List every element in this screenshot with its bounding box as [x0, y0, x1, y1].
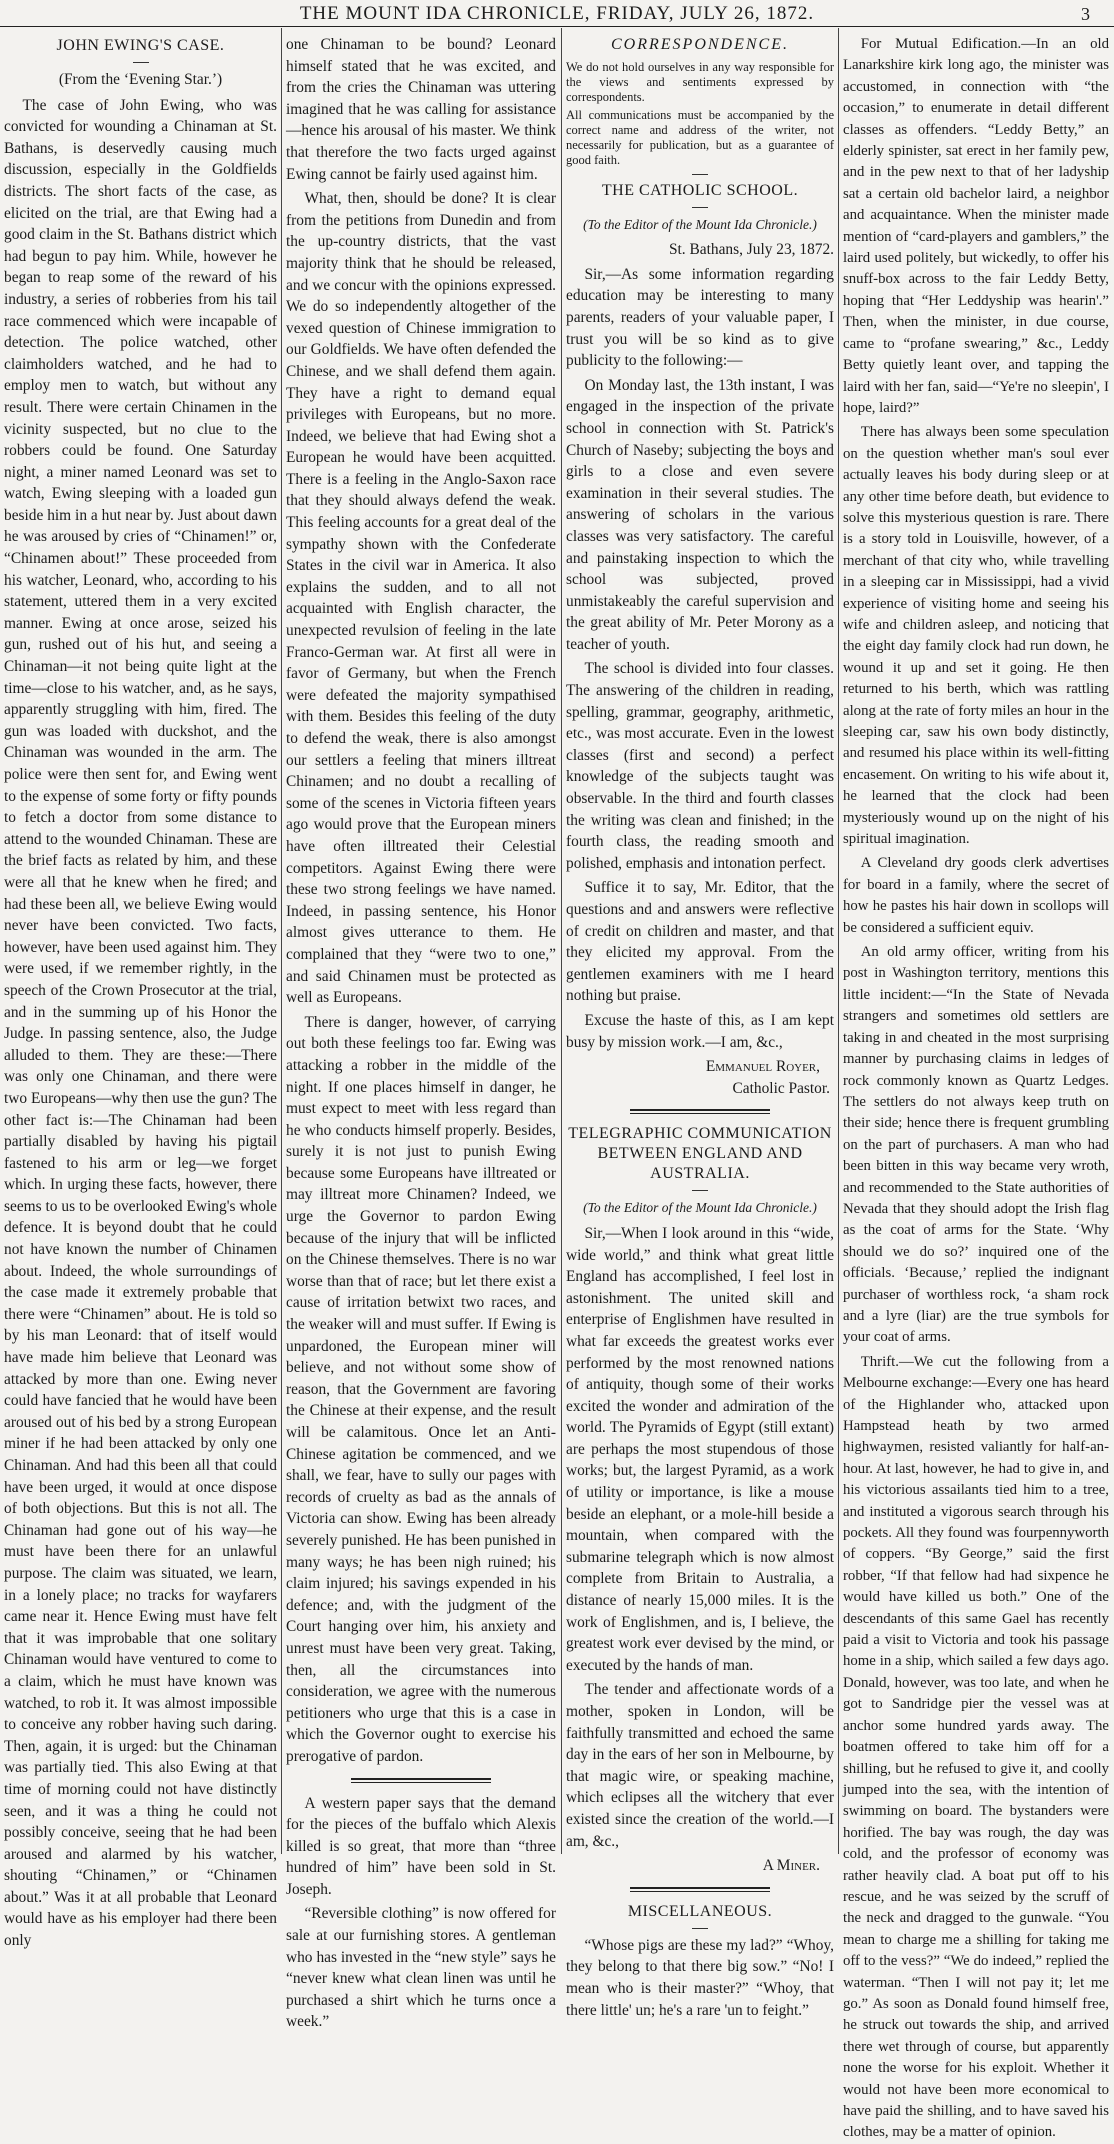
column-rule	[838, 28, 839, 1854]
letter-paragraph: Sir,—As some information regarding education may be interesting to many parents, readers of your valuable paper, I trust you will be so kind as to give publicity to the following:—	[566, 265, 834, 370]
divider	[351, 1778, 491, 1783]
article-paragraph: What, then, should be done? It is clear from the petitions from Dunedin and from the up-country districts, that the vast majority think that he should be released, and we concur with the opinions expressed. We do so independently altogether of the vexed question of Chinese immigration to our Goldfields. We have often defended the Chinese, and we shall defend them again. They have a right to demand equal privileges with Europeans, but no more. Indeed, we believe that had Ewing shot a European he would have been acquitted. There is a feeling in the Anglo-Saxon race that they should always defend the weak. This feeling accounts for a great deal of the sympathy shown with the Confederate States in the civil war in America. It also explains the sudden, and to all not acquainted with English character, the unexpected revulsion of feeling in the late Franco-German war. At first all were in favor of Germany, but when the French were defeated the majority sympathised with them. Besides this feeling of the duty to defend the weak, there is also amongst our settlers a feeling that miners illtreat Chinamen; and no doubt a recalling of some of the scenes in Victoria fifteen years ago would prove that the European miners have often illtreated their Celestial competitors. Against Ewing there were these two strong feelings we have named. Indeed, in passing sentence, his Honor almost gives utterance to them. He complained that they “were two to one,” and said Chinamen must be protected as well as Europeans.	[286, 190, 556, 1007]
article-paragraph: There is danger, however, of carrying out both these feelings too far. Ewing was attacking a robber in the middle of the night. If one places himself in danger, he must expect to meet with less regard than he who conducts himself properly. Besides, surely it is not just to punish Ewing because some Europeans have illtreated or may illtreat more Chinamen? Indeed, we urge the Governor to pardon Ewing because of the injury that will be inflicted on the Chinese themselves. There is no war worse than that of race; but let there exist a cause of irritation betwixt two races, and the weaker will and must suffer. If Ewing is unpardoned, the European miner will believe, and not without some show of reason, that the Government are favoring the Chinese at their expense, and the result will be calamitous. Once let an Anti-Chinese agitation be commenced, and we shall, we fear, have to sully our pages with records of cruelty as bad as the annals of Victoria can show. Ewing has been already severely punished. He has been punished in many ways; he has been nigh ruined; his claim injured; his savings expended in his defence; and, with the judgment of the Court hanging over him, his anxiety and unrest must have been very great. Taking, then, all the circumstances into consideration, we agree with the numerous petitioners who urge that this is a case in which the Governor ought to exercise his prerogative of pardon.	[286, 1013, 556, 1765]
masthead-title: THE MOUNT IDA CHRONICLE, FRIDAY, JULY 26, 1872.	[299, 3, 815, 24]
article-heading-ewing: JOHN EWING'S CASE.	[56, 37, 225, 54]
column-3	[566, 34, 834, 2019]
divider	[692, 1190, 708, 1191]
column-1	[4, 34, 277, 1950]
to-editor-line: (To the Editor of the Mount Ida Chronicle.)	[583, 1200, 817, 1216]
misc-item: There has always been some speculation on the question whether man's soul ever actually leaves his body during sleep or at any other time before death, but evidence to solve this mysterious question is rare. There is a story told in Louisville, however, of a merchant of that city who, while travelling in a sleeping car in Mississippi, had a vivid experience of visiting home and seeing his wife and children asleep, and noticing that the eight day family clock had run down, he wound it up and set it going. He then returned to his berth, which was rattling along at the rate of forty miles an hour in the sleeping car, saw his own body distinctly, and resumed his place within its well-fitting encasement. On writing to his wife about it, he learned that the clock had been mysteriously wound up on the night of his spiritual imagination.	[843, 424, 1109, 848]
column-rule	[281, 28, 282, 1854]
letter-signature: A Miner.	[762, 1857, 820, 1875]
letter-paragraph: The school is divided into four classes. The answering of the children in reading, spelling, grammar, geography, arithmetic, etc., was most accurate. Even in the lowest classes (first and second) a perfect knowledge of the subjects taught was observable. In the third and fourth classes the writing was clean and finished; in the fourth class, the reading smooth and polished, emphasis and intonation perfect.	[566, 660, 834, 872]
letter-paragraph: Suffice it to say, Mr. Editor, that the questions and and answers were reflective of credit on children and master, and that they elicited my approval. From the gentlemen examiners with me I heard nothing but praise.	[566, 879, 834, 1005]
divider	[692, 1928, 708, 1929]
column-2	[286, 34, 556, 2031]
correspondence-notice: All communications must be accompanied by the correct name and address of the writer, not necessarily for publication, but as a guarantee of good faith.	[566, 107, 834, 167]
article-paragraph: one Chinaman to be bound? Leonard himself stated that he was excited, and from the cries the Chinaman was uttering imagined that he was calling for assistance—hence his arousal of his master. We think that therefore the two facts urged against Ewing cannot be fairly used against him.	[286, 36, 556, 183]
misc-item: A Cleveland dry goods clerk advertises for board in a family, where the secret of how he pastes his hair down in scollops will be considered a sufficient equiv.	[843, 855, 1109, 936]
letter-heading-catholic-school: THE CATHOLIC SCHOOL.	[601, 181, 799, 199]
letter-paragraph: Excuse the haste of this, as I am kept busy by mission work.—I am, &c.,	[566, 1011, 834, 1051]
page-number: 3	[1081, 4, 1090, 24]
misc-item: “Whose pigs are these my lad?” “Whoy, they belong to that there big sow.” “No! I mean who is their master?” “Whoy, that there little' un; he's a rare 'un to feight.”	[566, 1936, 834, 2019]
masthead	[0, 0, 1114, 27]
divider	[630, 1109, 770, 1114]
misc-item: Thrift.—We cut the following from a Melbourne exchange:—Every one has heard of the Highlander who, attacked upon Hampstead heath by two armed highwaymen, resisted valiantly for half-an-hour. At last, however, he had to give in, and his victorious assailants tied him to a tree, and instituted a vigorous search through his pockets. All they found was fourpennyworth of coppers. “By George,” said the first robber, “If that fellow had had sixpence he would have killed us both.” One of the descendants of this same Gael has recently paid a visit to Victoria and took his passage home in a ship, which sailed a few days ago. Donald, however, was too late, and when he got to Sandridge pier the vessel was at anchor some hundred yards away. The boatmen offered to take him off for a shilling, but he refused to give it, and coolly jumped into the sea, with the intention of swimming on board. The bystanders were horified. The bay was rough, the day was cold, and the professor of economy was rather heavily clad. A boat put off to his rescue, and he was seized by the scruff of the neck and dragged to the gunwale. “You mean to charge me a shilling for taking me off to the vess?” “We do indeed,” replied the waterman. “Then I will not pay it; let me go.” As soon as Donald found himself free, he struck out towards the ship, and arrived there wet through of course, but apparently none the worse for his exploit. Whether it would not have been more economical to have paid the shilling, and to have saved his clothes, may be a matter of opinion.	[843, 1353, 1109, 2141]
misc-item: An old army officer, writing from his post in Washington territory, mentions this little incident:—“In the State of Nevada strangers and sometimes old settlers are taking in and cheated in the most surprising manner by purchasing claims in ledges of rock commonly known as Quartz Ledges. The settlers do not always keep truth on their side; hence there is frequent grumbling on the part of purchasers. A man who had been bitten in this way became very wroth, and recommended to the State authorities of Nevada that they should adopt the Irish flag as the coat of arms for the State. ‘Why should we do so?’ inquired one of the officials. ‘Because,’ replied the indignant purchaser of worthless rock, ‘a sham rock and a lyre (liar) are the true symbols for your coat of arms.	[843, 944, 1109, 1346]
divider	[630, 1887, 770, 1892]
article-paragraph: The case of John Ewing, who was convicted for wounding a Chinaman at St. Bathans, is deservedly causing much discussion, especially in the Goldfields districts. The short facts of the case, as elicited on the trial, are that Ewing had a good claim in the St. Bathans district which had begun to pay him. While, however he began to reap some of the reward of his industry, a series of robberies from his tail race commenced which were incapable of detection. The police watched, other claimholders watched, and he had to employ men to watch, but without any result. There were certain Chinamen in the vicinity suspected, but no clue to the robbers could be found. One Saturday night, a miner named Leonard was set to watch, Ewing sleeping with a loaded gun beside him in a hut near by. Just about dawn he was aroused by cries of “Chinamen!” or, “Chinamen about!” These proceeded from his watcher, Leonard, who, according to his statement, uttered them in a very excited manner. Ewing at once arose, seized his gun, rushed out of his hut, and seeing a Chinaman—it not being quite light at the time—close to his watcher, and, as he says, apparently struggling with him, fired. The gun was loaded with duckshot, and the Chinaman was wounded in the arm. The police were then sent for, and Ewing went to the expense of some forty or fifty pounds to fetch a doctor from some distance to attend to the wounded Chinaman. These are the brief facts as related by him, and these were all that he knew when he fired; and had these been all, we believe Ewing would never have been convicted. Two facts, however, have been used against him. They were used, if we remember rightly, in the speech of the Crown Prosecutor at the trial, and in the summing up of his Honor the Judge. In passing sentence, also, the Judge alluded to them. They are these:—There was only one Chinaman, and there were two Europeans—why then use the gun? The other fact is:—The Chinaman had been partially disabled by having his pigtail fastened to his arm or leg—we forget which. In urging these facts, however, there seems to us to be overlooked Ewing's whole defence. It is beyond doubt that he could not have known the number of Chinamen about. Indeed, the whole surroundings of the case made it extremely probable that there were “Chinamen” about. He is told so by his man Leonard: that of itself would have made him believe that Leonard was attacked by more than one. Ewing never could have fancied that he would have been aroused out of his bed by a strong European miner if he had been attacked by only one Chinaman. And had this been all that could have been urged, it would at once dispose of both objections. But this is not all. The Chinaman had gone out of his way—he must have been there for an unlawful purpose. The claim was situated, we learn, in a lonely place; no tracks for wayfarers came near it. Hence Ewing must have felt that it was improbable that one solitary Chinaman would have ventured to come to a claim, which he must have known was watched, to rob it. It was almost impossible to conceive any robber having such daring. Then, again, it is urged: but the Chinaman was partially tied. This also Ewing at that time of morning could not have distinctly seen, and it was a thing he could not possibly conceive, seeing that he had been aroused and alarmed by his watcher, shouting “Chinamen,” or “Chinamen about.” Was it at all probable that Leonard would have as his employer had there been only	[4, 96, 277, 1950]
news-item: A western paper says that the demand for the pieces of the buffalo which Alexis killed is so great, that more than “three hundred of him” have been sold in St. Joseph.	[286, 1794, 556, 1898]
divider	[692, 174, 708, 175]
letter-signature-title: Catholic Pastor.	[732, 1079, 830, 1097]
letter-paragraph: The tender and affectionate words of a mother, spoken in London, will be faithfully transmitted and echoed the same day in the ears of her son in Melbourne, by that magic wire, or speaking machine, which eclipses all the witchery that ever existed since the creation of the world.—I am, &c.,	[566, 1681, 834, 1850]
section-heading-correspondence: CORRESPONDENCE.	[611, 36, 789, 53]
news-item: “Reversible clothing” is now offered for sale at our furnishing stores. A gentleman who has invested in the “new style” says he “never knew what clean linen was until he purchased a shirt which he turns once a week.”	[286, 1905, 556, 2031]
correspondence-notice: We do not hold ourselves in any way responsible for the views and sentiments expressed by correspondents.	[566, 59, 834, 104]
divider	[133, 62, 149, 63]
to-editor-line: (To the Editor of the Mount Ida Chronicle.)	[583, 216, 817, 232]
letter-paragraph: On Monday last, the 13th instant, I was engaged in the inspection of the private school in connection with St. Patrick's Church of Naseby; subjecting the boys and girls to a close and even severe examination in their several studies. The answering of scholars in the various classes was very satisfactory. The careful and painstaking inspection to which the school was subjected, proved unmistakeably the careful supervision and the great ability of Mr. Peter Morony as a teacher of youth.	[566, 376, 834, 653]
column-4	[843, 34, 1109, 2141]
article-source: (From the ‘Evening Star.’)	[58, 71, 223, 88]
column-rule	[561, 28, 562, 1854]
letter-dateline: St. Bathans, July 23, 1872.	[668, 241, 834, 259]
letter-signature: Emmanuel Royer,	[705, 1058, 820, 1076]
letter-heading-telegraph: TELEGRAPHIC COMMUNICATION BETWEEN ENGLAND AND AUSTRALIA.	[568, 1125, 832, 1183]
letter-paragraph: Sir,—When I look around in this “wide, wide world,” and think what great little England has accomplished, I feel lost in astonishment. The united skill and enterprise of Englishmen have resulted in what far exceeds the greatest works ever performed by the most renowned nations of antiquity, though some of their works excited the wonder and admiration of the world. The Pyramids of Egypt (still extant) are perhaps the most stupendous of those works; but, the largest Pyramid, as a work of utility or importance, is like a mouse beside an elephant, or a mole-hill beside a mountain, when compared with the submarine telegraph which is now almost complete from Britain to Australia, a distance of nearly 15,000 miles. It is the work of Englishmen, and is, I believe, the greatest work ever devised by the mind, or executed by the hands of man.	[566, 1224, 834, 1674]
misc-item: For Mutual Edification.—In an old Lanarkshire kirk long ago, the minister was accustomed, in connection with “the occasion,” to enumerate in detail different classes as offenders. “Leddy Betty,” an elderly spinister, sat erect in her family pew, and in the pew next to that of her ladyship sat a certain old bachelor laird, a neighbor and acquaintance. When the minister made mention of “card-players and gamblers,” the laird used politely, but wickedly, to offer his snuff-box across to the fair Leddy Betty, hoping that “Her Leddyship was hearin'.” Then, when the minister, in due course, came to “profane swearing,” &c., Leddy Betty quietly leant over, and tapping the laird with her fan, said—“Ye're no sleepin', I hope, laird?”	[843, 36, 1109, 416]
section-heading-miscellaneous: MISCELLANEOUS.	[627, 1902, 773, 1920]
divider	[692, 207, 708, 208]
